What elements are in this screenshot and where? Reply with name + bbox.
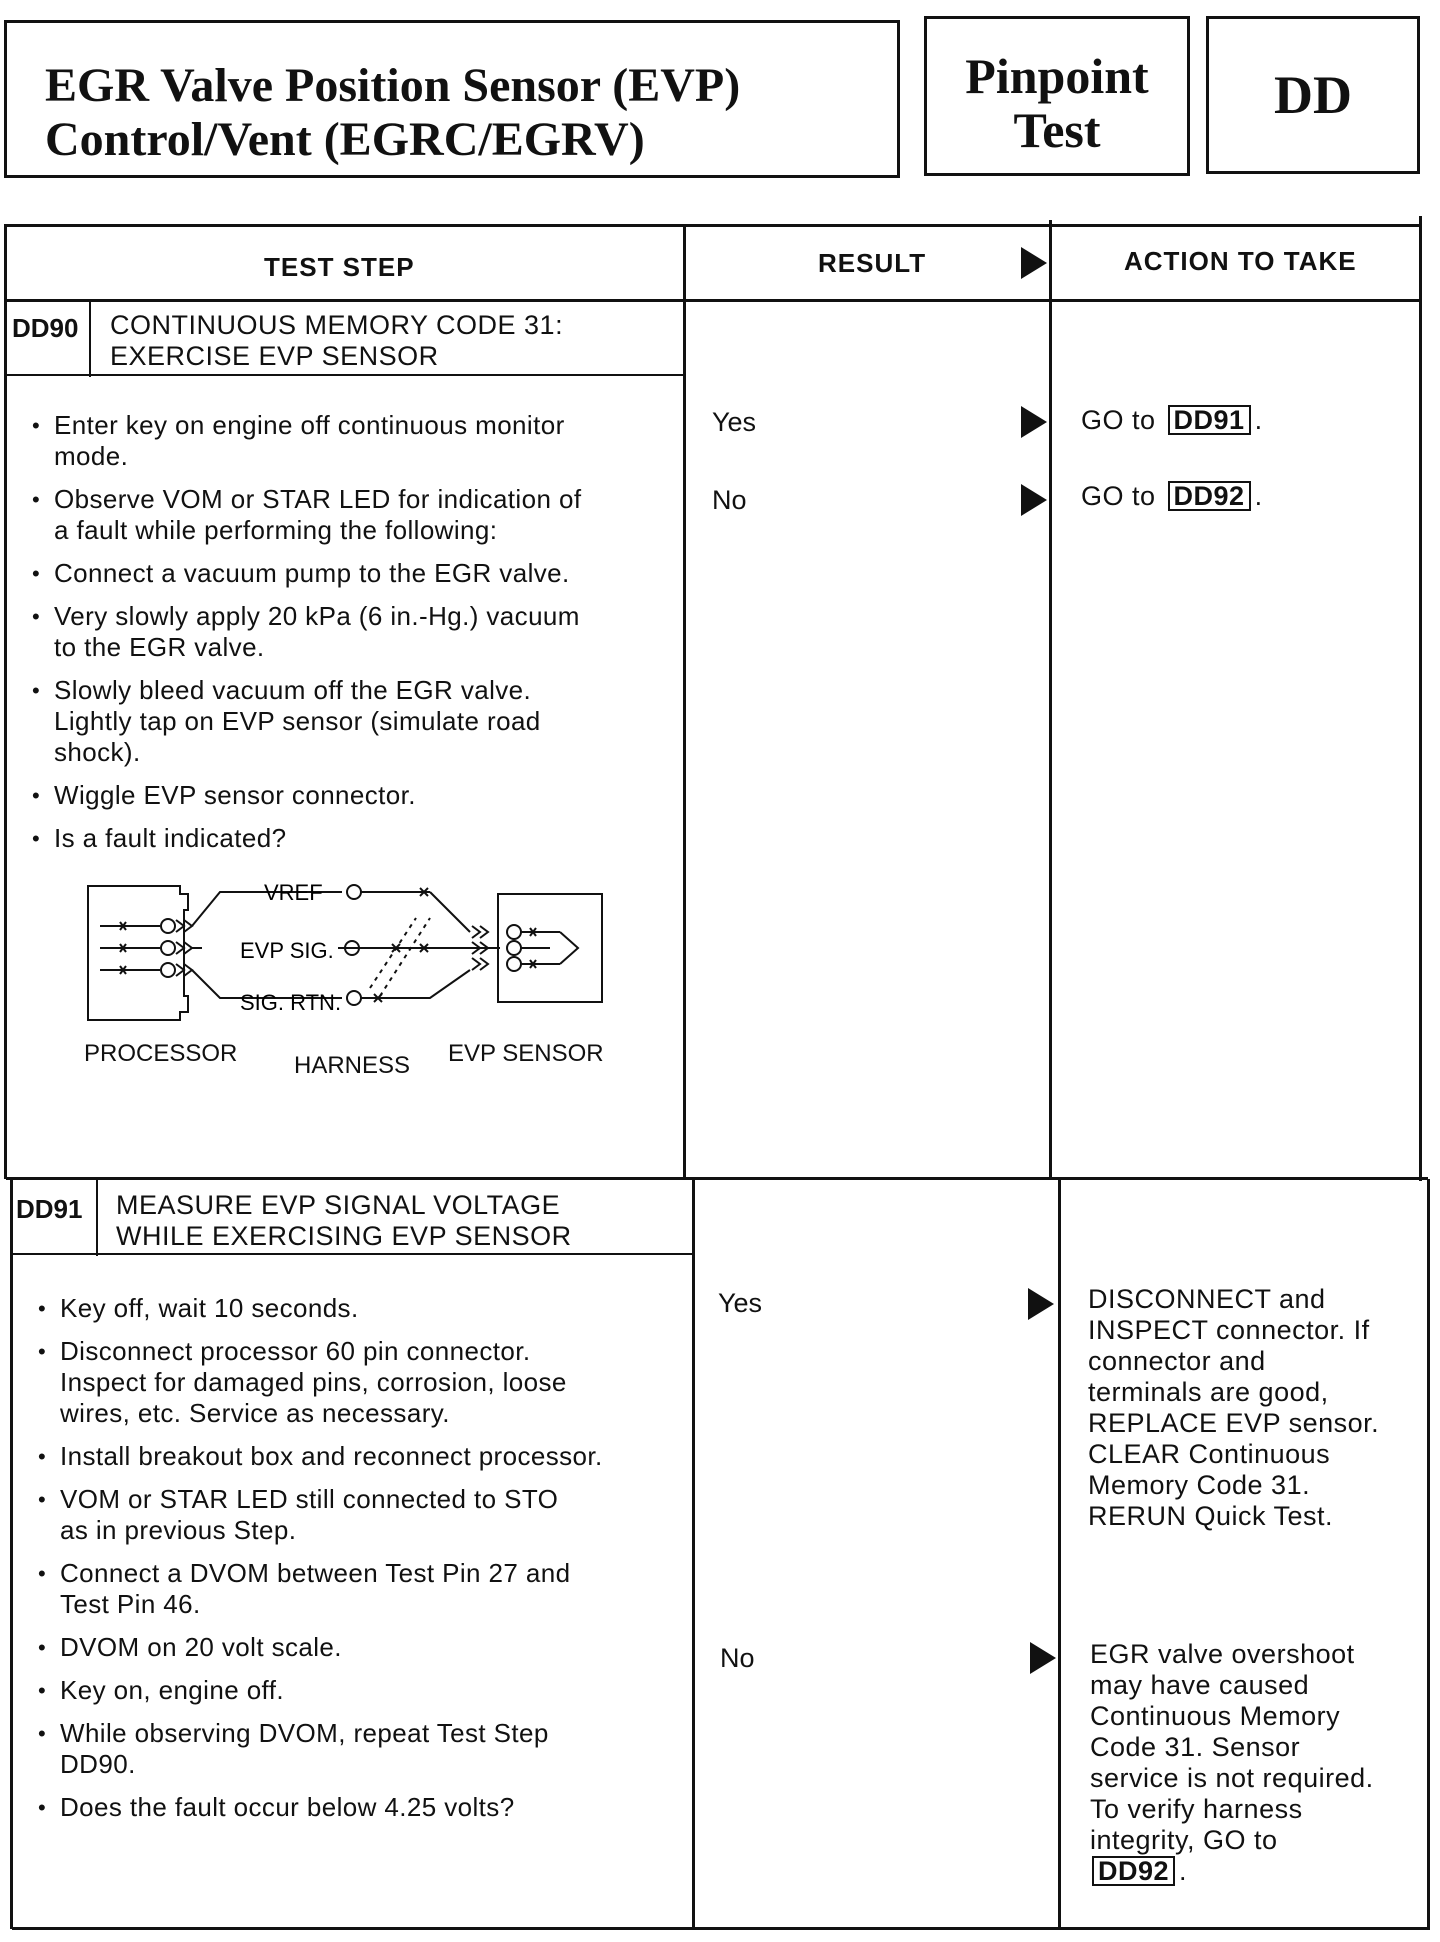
step-title-line-1: CONTINUOUS MEMORY CODE 31: — [110, 310, 564, 340]
action-go-to — [1081, 405, 1263, 436]
divider-test-result-lower — [692, 1179, 695, 1929]
instruction-item: • Very slowly apply 20 kPa (6 in.-Hg.) vacuum to the EGR valve. — [32, 601, 672, 663]
instruction-item: • Connect a vacuum pump to the EGR valve. — [32, 558, 672, 589]
step-title-line-2: EXERCISE EVP SENSOR — [110, 341, 439, 371]
step-title-underline — [6, 374, 685, 376]
column-header-test-step: TEST STEP — [264, 252, 415, 282]
action-text: GO to — [1081, 481, 1156, 511]
action-line: service is not required. — [1090, 1763, 1374, 1793]
result-arrow-icon — [1021, 484, 1047, 516]
instruction-item: • Key on, engine off. — [38, 1675, 678, 1706]
instruction-item: • VOM or STAR LED still connected to STO as in previous Step. — [38, 1484, 678, 1546]
instruction-item: • Wiggle EVP sensor connector. — [32, 780, 672, 811]
pinpoint-test-box — [924, 16, 1190, 176]
instruction-item: • Connect a DVOM between Test Pin 27 and Test Pin 46. — [38, 1558, 678, 1620]
step-id: DD90 — [12, 313, 79, 343]
sig-rtn-label: SIG. RTN. — [240, 990, 342, 1015]
evp-sig-label: EVP SIG. — [240, 938, 334, 963]
step-reference-link[interactable]: DD92 — [1168, 481, 1251, 511]
table-right-border — [1419, 216, 1422, 1181]
step-title-line-2: WHILE EXERCISING EVP SENSOR — [116, 1221, 572, 1251]
instruction-item: • Does the fault occur below 4.25 volts? — [38, 1792, 678, 1823]
step-instructions — [38, 1293, 678, 1823]
table-top-border — [4, 224, 1422, 227]
result-no: No — [720, 1643, 755, 1673]
action-line: connector and — [1088, 1346, 1266, 1376]
instruction-item: • Key off, wait 10 seconds. — [38, 1293, 678, 1324]
instruction-item: • Disconnect processor 60 pin connector. Inspect for damaged pins, corrosion, loose wires, etc. Service as necessary. — [38, 1336, 678, 1429]
table-bottom-border — [12, 1927, 1430, 1930]
test-label: Test — [1013, 102, 1101, 158]
test-code: DD — [1274, 65, 1352, 125]
action-line: To verify harness — [1090, 1794, 1303, 1824]
instruction-item: • While observing DVOM, repeat Test Step DD90. — [38, 1718, 678, 1780]
step-reference-link[interactable]: DD91 — [1168, 405, 1251, 435]
column-header-action: ACTION TO TAKE — [1124, 246, 1357, 276]
action-suffix: . — [1254, 405, 1263, 435]
action-line: INSPECT connector. If — [1088, 1315, 1370, 1345]
result-yes: Yes — [718, 1288, 763, 1318]
result-arrow-icon — [1021, 406, 1047, 438]
instruction-item: • DVOM on 20 volt scale. — [38, 1632, 678, 1663]
title-line-2: Control/Vent (EGRC/EGRV) — [45, 113, 645, 166]
action-line: Continuous Memory — [1090, 1701, 1341, 1731]
step-instructions — [32, 410, 672, 854]
action-go-to — [1081, 481, 1263, 512]
action-line: Code 31. Sensor — [1090, 1732, 1301, 1762]
action-line: RERUN Quick Test. — [1088, 1501, 1334, 1531]
table-left-border — [4, 224, 7, 1179]
action-line: REPLACE EVP sensor. — [1088, 1408, 1380, 1438]
step-title-underline — [12, 1253, 694, 1255]
processor-label: PROCESSOR — [84, 1040, 238, 1067]
result-arrow-icon — [1021, 247, 1047, 279]
action-no — [1090, 1639, 1374, 1887]
action-suffix: . — [1179, 1856, 1188, 1886]
wiring-diagram — [80, 878, 620, 1028]
action-line: Memory Code 31. — [1088, 1470, 1311, 1500]
divider-result-action — [1049, 220, 1052, 1179]
step-reference-link[interactable]: DD92 — [1092, 1856, 1175, 1886]
result-arrow-icon — [1030, 1642, 1056, 1674]
table-right-border-lower — [1427, 1179, 1430, 1929]
instruction-item: • Slowly bleed vacuum off the EGR valve. Lightly tap on EVP sensor (simulate road shock). — [32, 675, 672, 768]
step-title-line-1: MEASURE EVP SIGNAL VOLTAGE — [116, 1190, 561, 1220]
action-line: integrity, GO to — [1090, 1825, 1278, 1855]
vref-label: VREF — [264, 880, 323, 905]
action-line: EGR valve overshoot — [1090, 1639, 1355, 1669]
divider-test-result — [683, 224, 686, 1179]
test-code-box — [1206, 16, 1420, 174]
result-no: No — [712, 485, 747, 515]
action-text: GO to — [1081, 405, 1156, 435]
step-id: DD91 — [16, 1194, 83, 1224]
action-line: DISCONNECT and — [1088, 1284, 1326, 1314]
instruction-item: • Observe VOM or STAR LED for indication of a fault while performing the following: — [32, 484, 672, 546]
step-id-divider — [96, 1180, 98, 1256]
table-left-border-lower — [10, 1179, 13, 1929]
evp-sensor-label: EVP SENSOR — [448, 1040, 604, 1067]
instruction-item: • Install breakout box and reconnect processor. — [38, 1441, 678, 1472]
column-header-result: RESULT — [818, 248, 927, 278]
instruction-item: • Is a fault indicated? — [32, 823, 672, 854]
action-line: terminals are good, — [1088, 1377, 1329, 1407]
action-suffix: . — [1254, 481, 1263, 511]
step-id-divider — [89, 302, 91, 377]
instruction-item: • Enter key on engine off continuous monitor mode. — [32, 410, 672, 472]
step-separator — [6, 1177, 1428, 1180]
divider-result-action-lower — [1058, 1179, 1061, 1929]
header-row-border — [4, 299, 1422, 302]
harness-label: HARNESS — [294, 1052, 411, 1079]
pinpoint-label: Pinpoint — [965, 48, 1149, 104]
result-arrow-icon — [1028, 1288, 1054, 1320]
page-title — [4, 20, 900, 178]
result-yes: Yes — [712, 407, 757, 437]
action-line: may have caused — [1090, 1670, 1310, 1700]
action-line: CLEAR Continuous — [1088, 1439, 1331, 1469]
action-yes — [1088, 1284, 1379, 1532]
title-line-1: EGR Valve Position Sensor (EVP) — [45, 59, 741, 112]
action-line — [1090, 1856, 1374, 1887]
